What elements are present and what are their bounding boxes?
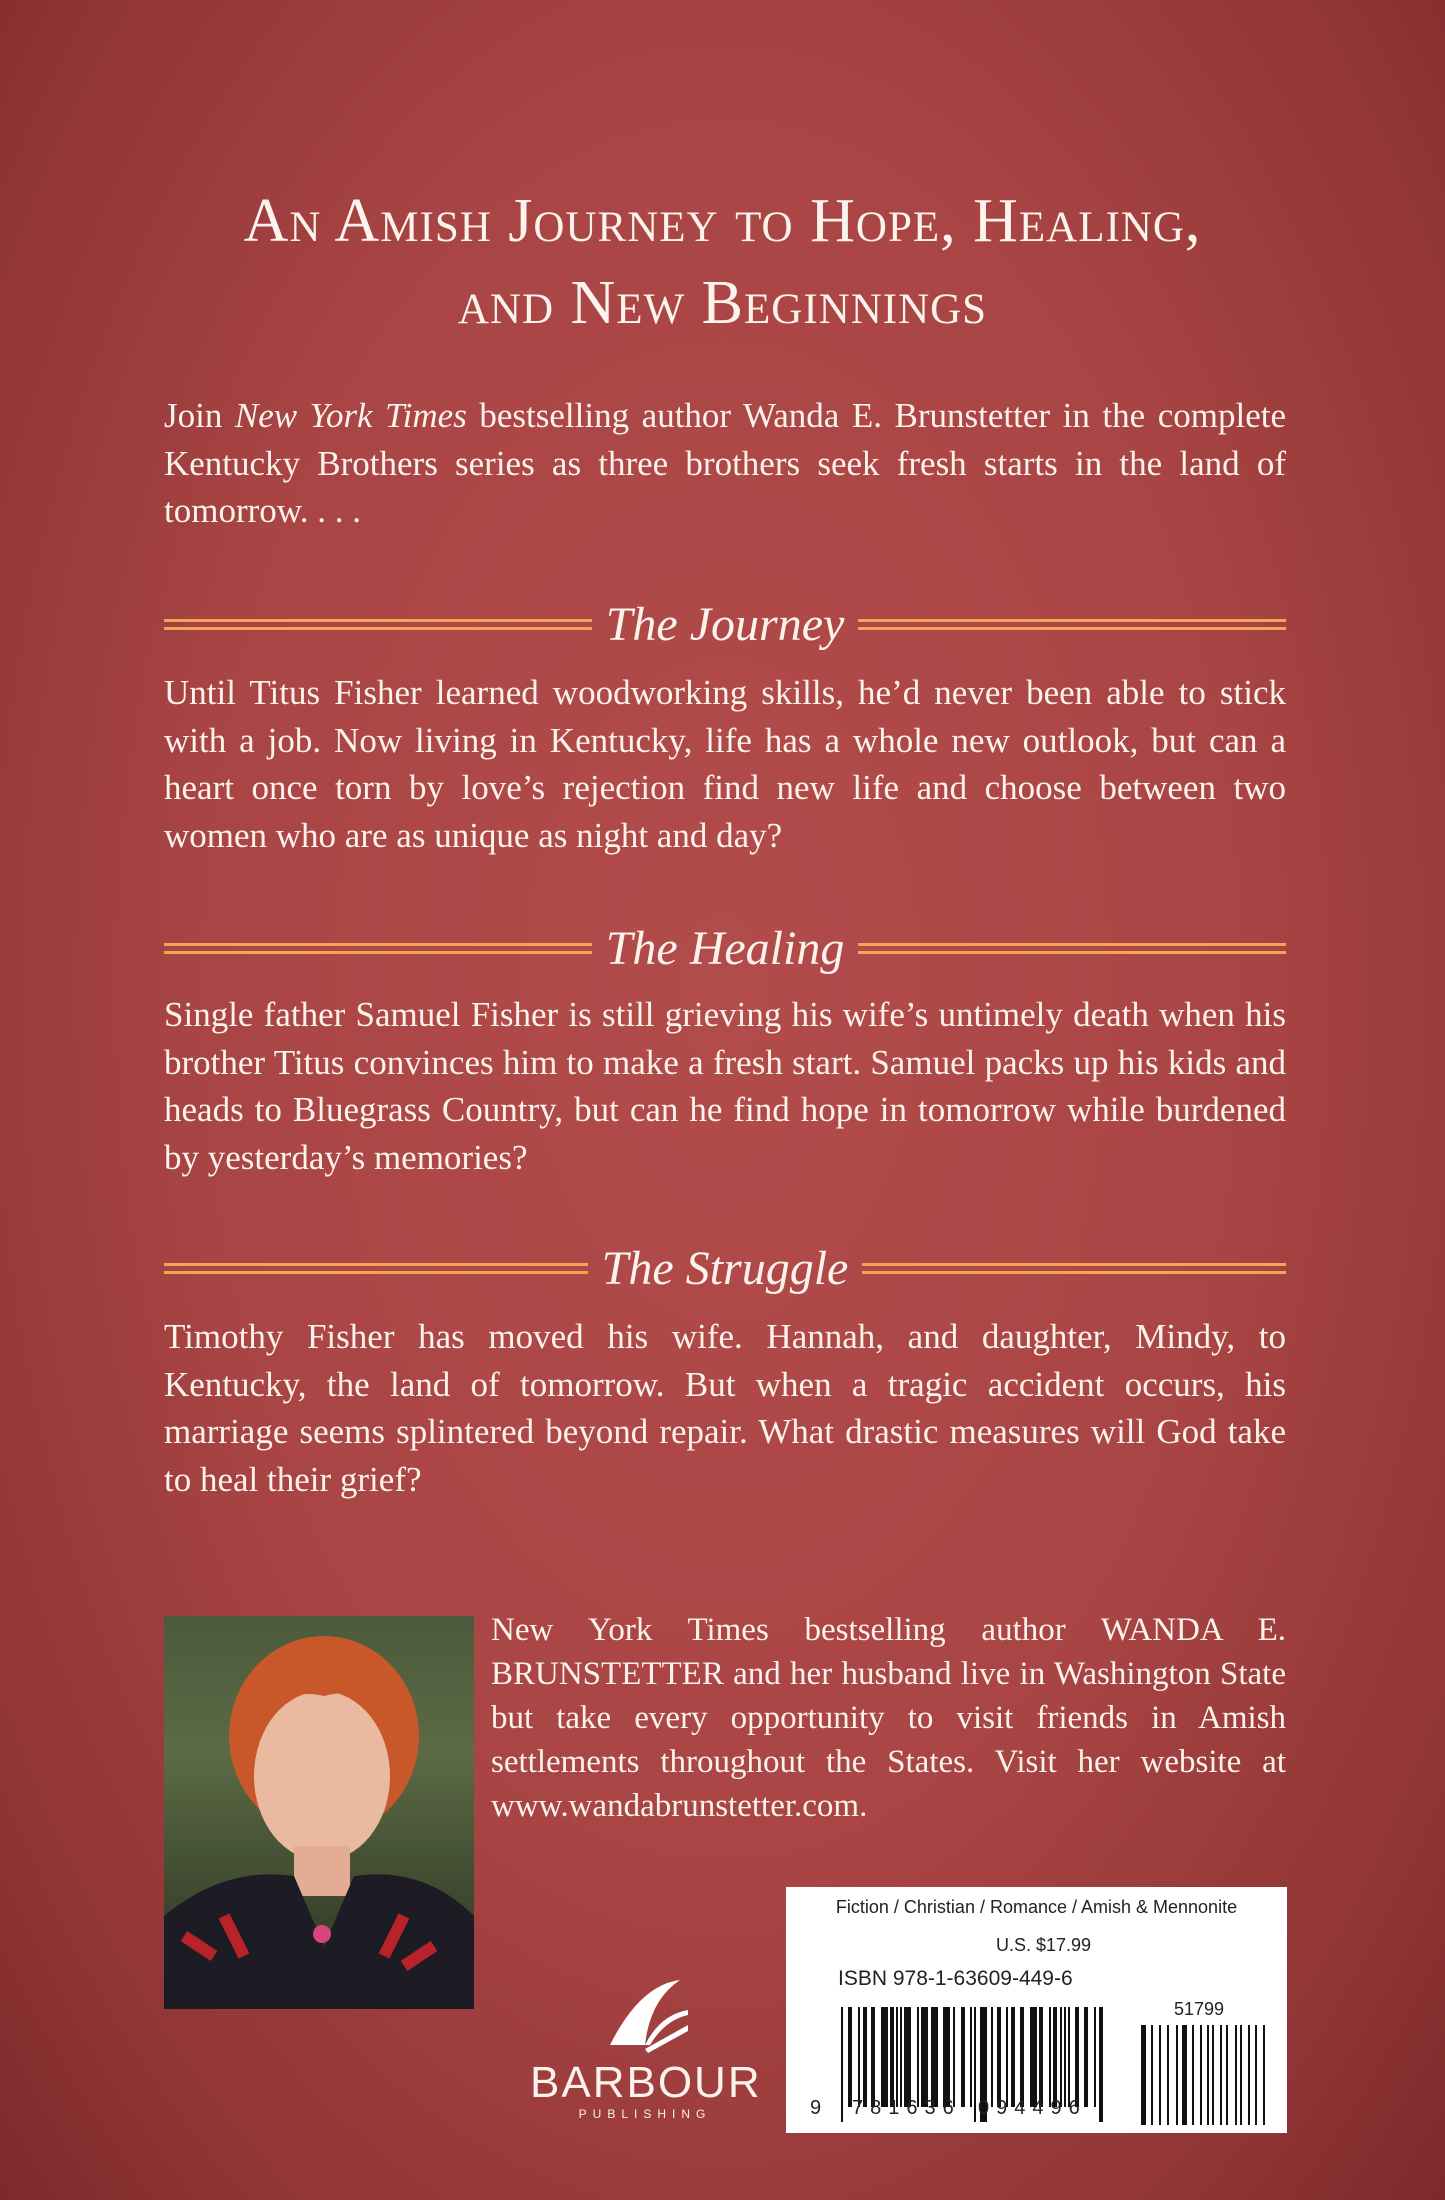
- author-photo: [164, 1616, 474, 2009]
- intro-italic: New York Times: [234, 396, 467, 435]
- intro-paragraph: [164, 392, 1286, 535]
- barcode-bar: [1240, 2025, 1242, 2125]
- barcode-bar: [991, 2007, 993, 2107]
- barcode-digits-left: 781636: [852, 2097, 961, 2119]
- addon-code: 51799: [1174, 1999, 1225, 2019]
- barcode-bar: [900, 2007, 902, 2107]
- barcode-bar: [1020, 2007, 1024, 2107]
- barcode-bar: [1159, 2025, 1161, 2125]
- publisher-name: BARBOUR: [530, 2058, 762, 2107]
- barcode-bar: [1060, 2007, 1062, 2107]
- barcode-bar: [1075, 2007, 1079, 2107]
- barcode-bar: [904, 2007, 911, 2107]
- barcode-bar: [1212, 2025, 1214, 2125]
- barcode-digits-right: 094496: [978, 2097, 1087, 2119]
- barcode-bar: [858, 2007, 860, 2107]
- barcode-bar: [1255, 2025, 1257, 2125]
- section-text-journey: Until Titus Fisher learned woodworking skills, he’d never been able to stick with a job. Now living in Kentucky, life has a whole new outlook, but can a heart once torn by love’s rejection find new life and choose between two women who are as unique as night and day?: [164, 673, 1286, 855]
- barcode-bar: [848, 2007, 852, 2107]
- intro-text: Join: [164, 396, 235, 435]
- barcode-bar: [953, 2007, 955, 2107]
- barcode-bar: [961, 2007, 965, 2107]
- book-tagline: [100, 180, 1345, 344]
- barcode-bar: [1141, 2025, 1146, 2125]
- barcode-bar: [1226, 2025, 1228, 2125]
- divider: [164, 1263, 588, 1274]
- divider: [858, 619, 1286, 630]
- barcode-digit: 9: [810, 2097, 822, 2119]
- barcode-bar: [1182, 2025, 1187, 2125]
- barcode-bar: [943, 2007, 950, 2107]
- barcode-bar: [1039, 2007, 1043, 2107]
- barcode-bar: [863, 2007, 867, 2107]
- barcode-bar: [1049, 2007, 1051, 2107]
- barcode-bar: [974, 2007, 976, 2122]
- publisher-logo: [530, 1975, 760, 2121]
- heading-text: The Struggle: [601, 1241, 849, 1295]
- publisher-sub: PUBLISHING: [578, 2107, 712, 2121]
- section-heading-healing: [164, 918, 1286, 978]
- divider: [164, 619, 592, 630]
- barcode-bar: [1263, 2025, 1265, 2125]
- barcode-bar: [1248, 2025, 1250, 2125]
- barcode-bar: [841, 2007, 843, 2122]
- barcode-bar: [921, 2007, 928, 2107]
- divider: [164, 943, 592, 954]
- section-text-healing: Single father Samuel Fisher is still grieving his wife’s untimely death when his brother Titus convinces him to make a fresh start. Samuel packs up his kids and heads to Bluegrass Country, but can he find hope in tomorrow while burdened by yesterday’s memories?: [164, 995, 1286, 1177]
- barcode-bar: [1220, 2025, 1222, 2125]
- barcode-bar: [997, 2007, 1001, 2107]
- barcode-bar: [1151, 2025, 1153, 2125]
- barcode-bar: [1011, 2007, 1015, 2107]
- barcode-bar: [1030, 2007, 1037, 2107]
- section-heading-struggle: [164, 1238, 1286, 1298]
- barcode-bar: [1064, 2007, 1066, 2107]
- divider: [858, 943, 1286, 954]
- tagline-line-2: and New Beginnings: [457, 269, 988, 337]
- barcode-bar: [881, 2007, 888, 2107]
- tagline-line-1: An Amish Journey to Hope, Healing,: [243, 187, 1202, 255]
- intro-text-rest: bestselling author Wanda E. Brunstetter in the complete Kentucky Brothers series as three brothers seek fresh starts in the land of tomorrow. . . .: [164, 396, 1286, 530]
- barcode-bar: [871, 2007, 875, 2107]
- section-heading-journey: [164, 594, 1286, 654]
- barcode-bar: [1235, 2025, 1237, 2125]
- barcode-bar: [896, 2007, 898, 2107]
- barcode-bar: [1006, 2007, 1008, 2107]
- divider: [862, 1263, 1286, 1274]
- bisac-category: Fiction / Christian / Romance / Amish & Mennonite: [835, 1897, 1238, 1917]
- barcode-bar: [931, 2007, 938, 2107]
- barcode-bar: [1084, 2007, 1088, 2107]
- barcode-bar: [1176, 2025, 1178, 2125]
- barcode-bar: [890, 2007, 894, 2107]
- isbn: ISBN 978-1-63609-449-6: [838, 1967, 1073, 1990]
- barcode-bar: [1094, 2007, 1096, 2107]
- barcode-label: [786, 1887, 1287, 2133]
- barcode-bar: [1207, 2025, 1209, 2125]
- book-pages-icon: [600, 1975, 690, 2055]
- barcode-bar: [917, 2007, 919, 2107]
- barcode-bar: [1192, 2025, 1194, 2125]
- author-bio: New York Times bestselling author WANDA E. BRUNSTETTER and her husband live in Washington State but take every opportunity to visit friends in Amish settlements throughout the States. Visit her website at www.wandabrunstetter.com.: [491, 1612, 1286, 1824]
- barcode-bar: [1200, 2025, 1202, 2125]
- barcode-bar: [1099, 2007, 1103, 2122]
- barcode-bar: [1068, 2007, 1070, 2107]
- barcode-bar: [1167, 2025, 1169, 2125]
- barcode-bar: [1053, 2007, 1057, 2107]
- heading-text: The Journey: [605, 597, 845, 651]
- section-text-struggle: Timothy Fisher has moved his wife. Hannah, and daughter, Mindy, to Kentucky, the land of tomorrow. But when a tragic accident occurs, his marriage seems splintered beyond repair. What drastic measures will God take to heal their grief?: [164, 1317, 1286, 1499]
- heading-text: The Healing: [605, 921, 845, 975]
- price: U.S. $17.99: [996, 1935, 1092, 1955]
- barcode-bar: [970, 2007, 972, 2107]
